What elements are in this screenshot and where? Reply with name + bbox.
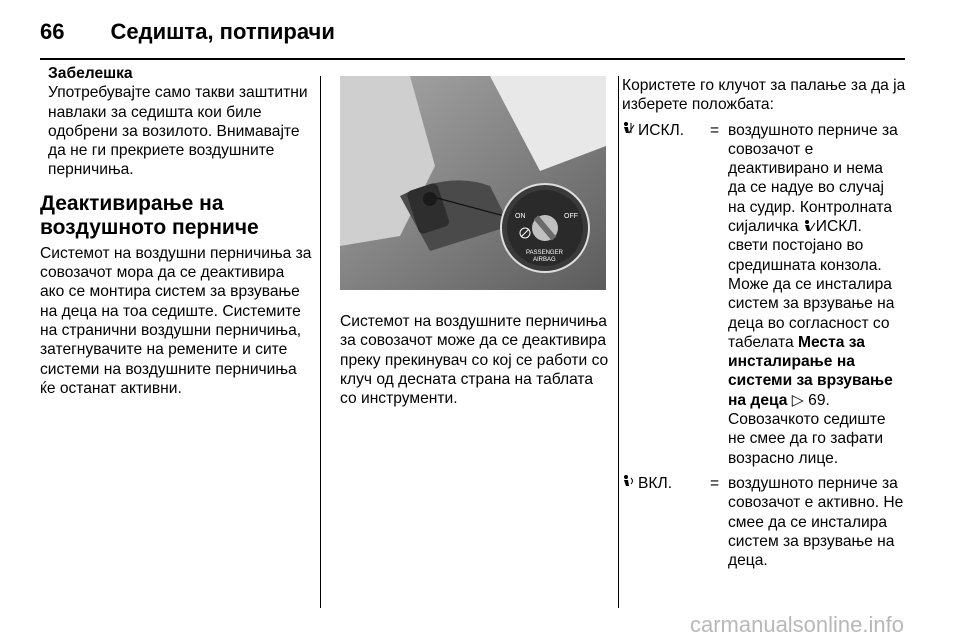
section-title: Седишта, потпирачи [110,19,335,44]
watermark: carmanualsonline.info [689,612,904,637]
note-box [40,64,312,180]
switch-label-on: ON [515,213,526,220]
position-off-label: ИСКЛ. [638,121,685,139]
airbag-switch-figure [340,76,606,290]
figure-caption: Системот на воздушните перничиња за совозачот може да се деактивира преку прекинувач со кој се работи со клуч од десната страна на таблата со инструменти. [340,313,609,408]
position-on-label: ВКЛ. [638,474,673,492]
page-ref[interactable]: 69 [808,391,826,409]
page-header [40,14,335,50]
column-divider-2 [618,76,619,608]
header-rule [40,58,905,60]
position-off-description: воздушното перниче за совозачот е деактивирано и нема да се надуе во случај на судир. Контролната сијаличка ИСКЛ. свети постојано во средишната конзола. Може да се инсталира систем за врзување на деца во согласност со табелата Места за инсталирање на системи за врзување на деца ▷ 69. Совозачкото седиште не смее да го зафати возрасно лице. [728,121,898,467]
seat-table-link[interactable]: Места за инсталирање на системи за врзување на деца [728,333,893,409]
position-on-description: воздушното перниче за совозачот е активно. Не смее да се инсталира систем за врзување на деца. [728,474,904,570]
column-divider-1 [320,76,321,608]
note-text: Употребувајте само такви заштитни навлаки за седишта кои биле одобрени за возилото. Внимавајте да не ги прекриете воздушните перничиња. [48,84,308,179]
airbag-off-icon [622,121,635,135]
position-off-row [622,121,907,468]
column-left [40,64,312,398]
position-on-eq: = [710,474,720,492]
switch-label-off: OFF [564,213,578,220]
positions-intro: Користете го клучот за палање за да ја изберете положбата: [622,77,906,114]
switch-label-passenger: PASSENGER [526,250,563,256]
position-off-text-c: Совозачкото седиште не смее да го зафати возрасно лице. [728,411,886,467]
note-title: Забелешка [48,65,133,82]
page-number: 66 [40,19,65,44]
dashboard-illustration [340,76,606,290]
position-off-eq: = [710,121,720,139]
position-on-row [622,474,907,570]
airbag-on-icon [622,474,635,488]
airbag-off-icon-inline [803,219,816,233]
position-off-inline-label: ИСКЛ. [815,218,862,236]
switch-label-airbag: AIRBAG [533,257,556,263]
position-off-text-a: воздушното перниче за совозачот е деактивирано и нема да се надуе во случај на судир. Контролната сијаличка [728,121,898,236]
column-right [622,76,907,570]
column-middle [340,76,612,408]
position-off-text-b: свети постојано во средишната конзола. Може да се инсталира систем за врзување на деца во согласност со табелата [728,237,895,351]
page-ref-arrow-icon: ▷ [791,391,804,409]
section-heading: Деактивирање на воздушното перниче [40,191,259,239]
section-body: Системот на воздушни перничиња за совозачот мора да се деактивира ако се монтира систем за врзување на деца на тоа седиште. Системите на странични воздушни перничиња, затегнувачите на ремените и сите системи на воздушните перничиња ќе останат активни. [40,244,312,397]
